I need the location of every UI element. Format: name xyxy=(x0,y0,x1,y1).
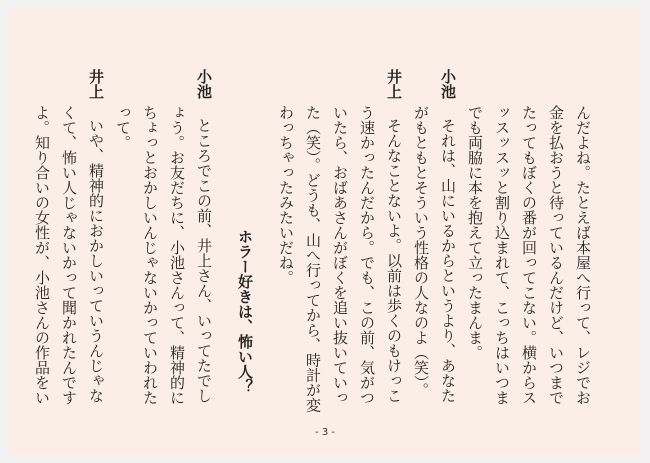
dialogue-text: ところでこの前、井上さん、いってたでし xyxy=(195,118,213,403)
text-line: たってもぼくの番が回ってこない。横からス xyxy=(520,105,538,405)
text-line: んだよね。たとえば本屋へ行って、レジでお xyxy=(574,105,592,405)
dialogue-line xyxy=(434,69,461,403)
text-line: ッスッスッと割り込まれて、こっちはいつま xyxy=(493,105,511,405)
dialogue-line xyxy=(380,69,407,403)
text-line: でも両脇に本を抱えて立ったまんま。 xyxy=(466,105,484,360)
dialogue-line xyxy=(190,69,217,403)
text-line: 金を払おうと待っているんだけど、いつまで xyxy=(547,105,565,405)
dialogue-line xyxy=(82,69,109,403)
text-line: う速かったんだから。でも、この前、気がつ xyxy=(358,105,376,405)
text-line: がもともとそういう性格の人なのよ（笑）。 xyxy=(412,105,430,398)
book-page xyxy=(9,9,641,454)
speaker-name: 井上 xyxy=(385,69,403,99)
dialogue-text: それは、山にいるからというより、あなた xyxy=(439,118,457,403)
text-line: くて、怖い人じゃないかって聞かれたんです xyxy=(60,105,78,405)
speaker-name: 小池 xyxy=(439,69,457,99)
text-line: よ。知り合いの女性が、小池さんの作品をい xyxy=(33,105,51,405)
vertical-text-body xyxy=(33,69,596,413)
section-heading: ホラー好きは、怖い人？ xyxy=(236,229,254,394)
speaker-name: 小池 xyxy=(195,69,213,99)
dialogue-text: そんなことないよ。以前は歩くのもけっこ xyxy=(385,118,403,403)
page-number: - 3 - xyxy=(315,427,335,438)
text-line: わっちゃったみたいだね。 xyxy=(277,105,295,285)
text-line: ょう。お友だちに、小池さんって、精神的に xyxy=(168,105,186,405)
text-line: ちょっとおかしいんじゃないかっていわれた xyxy=(141,105,159,405)
text-line: って。 xyxy=(114,105,132,150)
speaker-name: 井上 xyxy=(87,69,105,99)
text-line: いたら、おばあさんがぼくを追い抜いていっ xyxy=(331,105,349,405)
dialogue-text: いや、精神的におかしいっていうんじゃな xyxy=(87,118,105,403)
text-line: た（笑）。どうも、山へ行ってから、時計が変 xyxy=(304,105,322,413)
